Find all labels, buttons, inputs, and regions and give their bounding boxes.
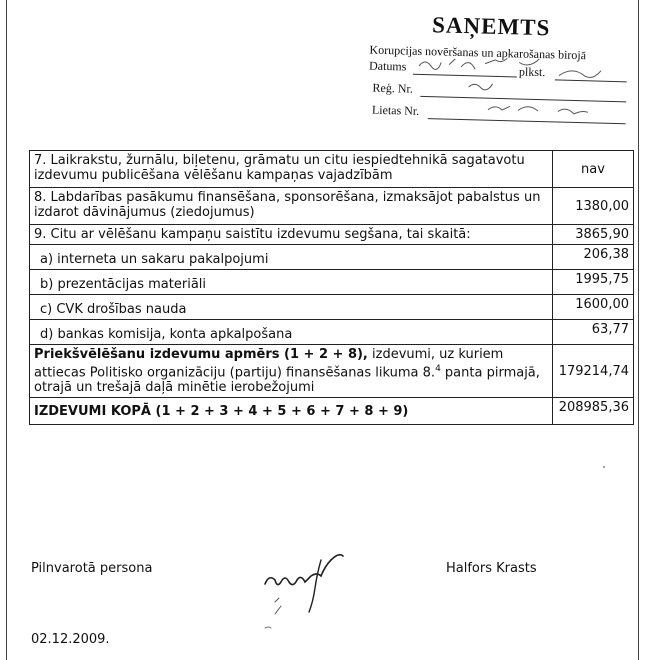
table-row [30, 320, 634, 345]
stamp-office: Korupcijas novēršanas un apkarošanas birojā [369, 42, 587, 63]
expenses-table [29, 150, 634, 425]
table-row [30, 151, 634, 188]
pre-election-text-b: panta pirmajā, otrajā un trešajā daļā minētie ierobežojumi [34, 365, 540, 396]
table-row [30, 295, 634, 320]
table-row [30, 245, 634, 270]
authorized-person-name: Halfors Krasts [446, 561, 537, 576]
row-label: b) prezentācijas materiāli [30, 270, 553, 295]
row-label: 9. Citu ar vēlēšanu kampaņu saistītu izdevumu segšana, tai skaitā: [30, 225, 553, 245]
row-value: 1995,75 [553, 270, 634, 295]
stamp-date-label: Datums [368, 58, 407, 74]
row-value: 63,77 [553, 320, 634, 345]
pre-election-bold: Priekšvēlēšanu izdevumu apmērs (1 + 2 + 8), [34, 347, 368, 362]
table-row [30, 188, 634, 225]
row-value: nav [553, 151, 634, 188]
received-stamp [368, 9, 633, 134]
speck-icon [601, 464, 609, 472]
total-value: 208985,36 [553, 398, 634, 425]
table-row [30, 225, 634, 245]
row-value: 3865,90 [553, 225, 634, 245]
pre-election-text-a: izdevumi, uz kuriem attiecas Politisko organizāciju (partiju) finansēšanas likuma 8. [34, 347, 504, 381]
pre-election-value: 179214,74 [553, 345, 634, 398]
pre-election-sup: 4 [435, 364, 441, 374]
table-row [30, 398, 634, 425]
row-value: 1600,00 [553, 295, 634, 320]
pre-election-label [30, 345, 553, 398]
row-value: 206,38 [553, 245, 634, 270]
document-page [6, 0, 639, 660]
row-value: 1380,00 [553, 188, 634, 225]
stamp-reg-label: Reģ. Nr. [372, 80, 414, 96]
authorized-person-label: Pilnvarotā persona [31, 561, 153, 576]
table-row [30, 345, 634, 398]
total-label: IZDEVUMI KOPĀ (1 + 2 + 3 + 4 + 5 + 6 + 7 + 8 + 9) [30, 398, 553, 425]
stamp-case-label: Lietas Nr. [371, 102, 420, 118]
document-date: 02.12.2009. [31, 632, 110, 647]
row-label: c) CVK drošības nauda [30, 295, 553, 320]
row-label: a) interneta un sakaru pakalpojumi [30, 245, 553, 270]
table-row [30, 270, 634, 295]
stamp-time-label: plkst. [518, 64, 546, 80]
stamp-title: SAŅEMTS [431, 12, 551, 41]
row-label: d) bankas komisija, konta apkalpošana [30, 320, 553, 345]
row-label: 8. Labdarības pasākumu finansēšana, sponsorēšana, izmaksājot pabalstus un izdarot dāvinājumus (ziedojumus) [30, 188, 553, 225]
row-label: 7. Laikrakstu, žurnālu, biļetenu, grāmatu un citu iespiedtehnikā sagatavotu izdevumu publicēšana vēlēšanu kampaņas vajadzībām [30, 151, 553, 188]
stamp-handwriting-icon [408, 50, 632, 128]
signature-icon [259, 540, 359, 640]
